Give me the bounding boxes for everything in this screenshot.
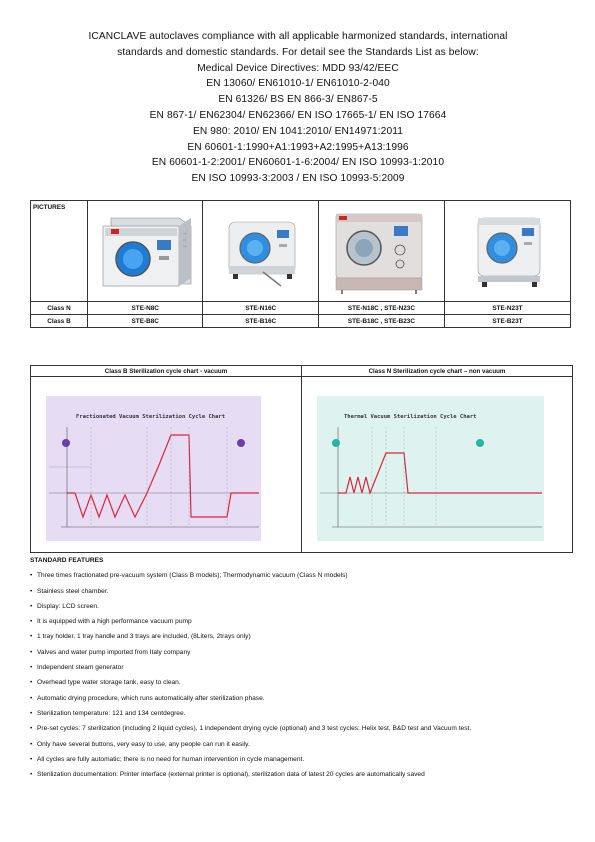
non-vacuum-cycle-chart	[302, 377, 572, 550]
feature-text: Independent steam generator	[37, 664, 124, 672]
feature-text: Three times fractionated pre-vacuum system (Class B models); Thermodynamic vacuum (Class N models)	[37, 572, 348, 580]
feature-item: • Sterilization documentation: Printer interface (external printer is optional), sterilization data of latest 20 cycles are automatically saved	[30, 771, 425, 779]
intro-line: EN ISO 10993-3:2003 / EN ISO 10993-5:2009	[191, 173, 405, 185]
feature-text: It is equipped with a high performance vacuum pump	[37, 618, 192, 626]
feature-text: Stainless steel chamber.	[37, 587, 109, 595]
feature-item: • Automatic drying procedure, which runs automatically after sterilization phase.	[30, 694, 265, 702]
feature-text: Automatic drying procedure, which runs automatically after sterilization phase.	[37, 694, 265, 702]
model-cell: STE-B16C	[203, 315, 318, 328]
feature-item: • Pre-set cycles: 7 sterilization (including 2 liquid cycles), 1 independent drying cycle (optional) and 3 test cycles: Helix test, B&D test and Vacuum test.	[30, 725, 472, 733]
feature-text: All cycles are fully automatic; there is no need for human intervention in cycle management.	[37, 755, 305, 763]
feature-text: Sterilization documentation: Printer interface (external printer is optional), sterilization data of latest 20 cycles are automatically saved	[37, 771, 425, 779]
autoclave-image	[448, 204, 566, 296]
model-cell: STE-N23T	[444, 302, 570, 315]
pictures-label: PICTURES	[31, 201, 88, 302]
cycle-charts-table	[30, 365, 573, 553]
class-n-chart-cell	[302, 377, 573, 553]
class-b-chart-title: Class B Sterilization cycle chart - vacuum	[31, 366, 302, 377]
model-cell: STE-B23T	[444, 315, 570, 328]
feature-text: Sterilization temperature: 121 and 134 centdegree.	[37, 709, 186, 717]
model-cell: STE-N18C , STE-N23C	[318, 302, 444, 315]
feature-item: • All cycles are fully automatic; there is no need for human intervention in cycle management.	[30, 755, 305, 763]
feature-item: • 1 tray holder, 1 tray handle and 3 trays are included, (8Liters, 2trays only)	[30, 633, 251, 641]
feature-text: 1 tray holder, 1 tray handle and 3 trays are included, (8Liters, 2trays only)	[37, 633, 251, 641]
class-b-label: Class B	[31, 315, 88, 328]
feature-item: • It is equipped with a high performance vacuum pump	[30, 618, 192, 626]
feature-item: • Three times fractionated pre-vacuum system (Class B models); Thermodynamic vacuum (Class N models)	[30, 572, 348, 580]
standard-features	[30, 553, 570, 782]
feature-text: Only have several buttons, very easy to use, any people can run it easily.	[37, 740, 250, 748]
autoclave-image	[91, 204, 199, 296]
intro-line: EN 980: 2010/ EN 1041:2010/ EN14971:2011	[193, 125, 403, 137]
feature-item: • Independent steam generator	[30, 664, 124, 672]
intro-line: EN 867-1/ EN62304/ EN62366/ EN ISO 17665-1/ EN ISO 17664	[149, 109, 447, 121]
class-n-chart-title: Class N Sterilization cycle chart – non vacuum	[302, 366, 573, 377]
standards-intro	[30, 29, 566, 187]
feature-text: Pre-set cycles: 7 sterilization (including 2 liquid cycles), 1 independent drying cycle (optional) and 3 test cycles: Helix test, B&D test and Vacuum test.	[37, 725, 472, 733]
class-b-chart-cell	[31, 377, 302, 553]
autoclave-picture-1	[88, 201, 203, 302]
model-cell: STE-B18C , STE-B23C	[318, 315, 444, 328]
intro-line: EN 61326/ BS EN 866-3/ EN867-5	[218, 94, 378, 106]
models-table	[30, 200, 571, 328]
intro-line: ICANCLAVE autoclaves compliance with all applicable harmonized standards, international	[88, 31, 508, 42]
autoclave-image	[322, 204, 440, 296]
intro-line: EN 60601-1:1990+A1:1993+A2:1995+A13:1996	[187, 141, 409, 153]
feature-item: • Valves and water pump imported from Italy company	[30, 648, 191, 656]
autoclave-picture-2	[203, 201, 318, 302]
intro-line: EN 13060/ EN61010-1/ EN61010-2-040	[206, 78, 390, 90]
vacuum-cycle-chart	[31, 377, 301, 550]
model-cell: STE-N16C	[203, 302, 318, 315]
autoclave-picture-3	[318, 201, 444, 302]
non-vacuum-chart-caption: Thermal Vacuum Sterilization Cycle Chart	[344, 414, 477, 420]
feature-item: • Stainless steel chamber.	[30, 587, 109, 595]
vacuum-chart-caption: Fractionated Vacuum Sterilization Cycle Chart	[76, 414, 226, 420]
feature-text: Overhead type water storage tank, easy to clean.	[37, 679, 181, 687]
class-n-label: Class N	[31, 302, 88, 315]
feature-item: • Overhead type water storage tank, easy to clean.	[30, 679, 181, 687]
model-cell: STE-N8C	[88, 302, 203, 315]
intro-line: Medical Device Directives: MDD 93/42/EEC	[197, 62, 399, 74]
intro-line: EN 60601-1-2:2001/ EN60601-1-6:2004/ EN ISO 10993-1:2010	[151, 157, 445, 169]
feature-item: • Sterilization temperature: 121 and 134 centdegree.	[30, 709, 186, 717]
feature-item: • Only have several buttons, very easy to use, any people can run it easily.	[30, 740, 250, 748]
model-cell: STE-B8C	[88, 315, 203, 328]
features-title: STANDARD FEATURES	[30, 557, 104, 564]
feature-item: • Display: LCD screen.	[30, 602, 99, 610]
feature-text: Valves and water pump imported from Italy company	[37, 648, 191, 656]
autoclave-image	[207, 204, 315, 296]
intro-line: standards and domestic standards. For detail see the Standards List as below:	[117, 46, 479, 58]
autoclave-picture-4	[444, 201, 570, 302]
feature-text: Display: LCD screen.	[37, 602, 99, 610]
